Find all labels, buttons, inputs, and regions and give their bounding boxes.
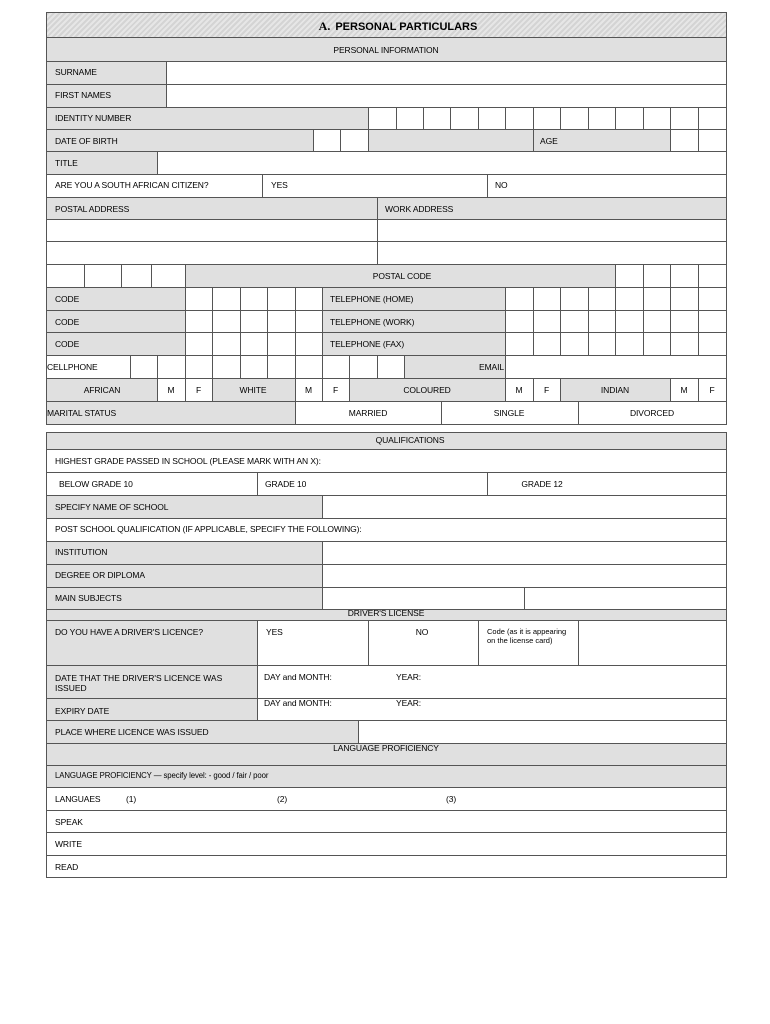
cellphone-digit[interactable] [130,355,158,379]
telephone-digit[interactable] [588,332,616,356]
field-label: MARRIED [348,408,388,418]
skill-speak-row[interactable] [46,810,727,833]
school-name-field[interactable] [322,495,727,519]
identity-number-digit[interactable] [560,107,589,130]
cellphone-digit[interactable] [295,355,323,379]
languages-row [46,787,727,811]
identity-number-digit[interactable] [643,107,671,130]
field-label: AGE [540,136,558,146]
field-label: SURNAME [55,67,97,77]
field-label: WORK ADDRESS [385,204,454,214]
telephone-digit[interactable] [643,332,671,356]
cellphone-digit[interactable] [322,355,350,379]
field-label: IDENTITY NUMBER [55,113,132,123]
degree-field[interactable] [322,564,727,588]
field-label: ARE YOU A SOUTH AFRICAN CITIZEN? [55,180,209,190]
field-label: LANGUAGE PROFICIENCY — specify level: - good / fair / poor [55,771,269,780]
telephone-digit[interactable] [615,332,644,356]
postal-code-digit[interactable] [46,264,85,288]
skill-write-row[interactable] [46,832,727,856]
personal-info-header-text: PERSONAL INFORMATION [333,45,439,55]
field-label: QUALIFICATIONS [375,435,445,445]
field-label: GRADE 12 [521,479,563,489]
field-label: MAIN SUBJECTS [55,593,122,603]
section-title [319,19,478,34]
field-label: YEAR: [396,672,422,682]
field-label: CODE [55,339,80,349]
code-digit[interactable] [212,287,241,311]
field-label: SINGLE [493,408,525,418]
section-letter: A. [318,19,331,33]
age-digit[interactable] [670,129,699,152]
telephone-digit[interactable] [670,332,699,356]
field-label: DATE OF BIRTH [55,136,118,146]
field-label: EMAIL [479,362,505,372]
field-label: POSTAL CODE [372,271,432,281]
race-coloured-label: COLOURED [403,385,451,395]
telephone-digit[interactable] [615,310,644,333]
code-digit[interactable] [267,310,296,333]
postal-code-digit[interactable] [643,264,671,288]
dob-digit[interactable] [340,129,369,152]
field-label: M [680,385,688,395]
field-label: DAY and MONTH: [264,698,332,708]
skill-read-row[interactable] [46,855,727,878]
field-label: DRIVER'S LICENSE [347,608,425,618]
identity-number-digit[interactable] [588,107,616,130]
cellphone-digit[interactable] [185,355,213,379]
telephone-digit[interactable] [588,310,616,333]
field-label: SPECIFY NAME OF SCHOOL [55,502,169,512]
identity-number-digit[interactable] [670,107,699,130]
institution-field[interactable] [322,541,727,565]
field-label: INSTITUTION [55,547,108,557]
code-digit[interactable] [295,310,323,333]
licence-code-field[interactable] [578,620,727,666]
telephone-digit[interactable] [643,287,671,311]
telephone-digit[interactable] [670,287,699,311]
telephone-digit[interactable] [505,287,534,311]
first-names-field[interactable] [166,84,727,108]
field-label: DO YOU HAVE A DRIVER'S LICENCE? [55,627,203,637]
field-label: (1) [126,794,137,804]
dob-gap [368,129,534,152]
field-label: YES [271,180,288,190]
code-digit[interactable] [240,332,268,356]
code-digit[interactable] [240,287,268,311]
section-title-text: PERSONAL PARTICULARS [335,21,478,33]
field-label: F [709,385,715,395]
citizen-yes-option[interactable] [262,174,488,198]
code-digit[interactable] [212,310,241,333]
field-label: POST SCHOOL QUALIFICATION (IF APPLICABLE, SPECIFY THE FOLLOWING): [55,524,362,534]
code-digit[interactable] [185,310,213,333]
main-subjects-field[interactable] [524,587,727,610]
telephone-digit[interactable] [698,332,727,356]
field-label: WRITE [55,839,82,849]
field-label: DAY and MONTH: [264,672,332,682]
code-digit[interactable] [185,332,213,356]
identity-number-digit[interactable] [698,107,727,130]
identity-number-digit[interactable] [396,107,424,130]
field-label: DIVORCED [629,408,675,418]
work-address-line[interactable] [377,219,727,242]
cellphone-digit[interactable] [157,355,186,379]
field-label: (3) [446,794,457,804]
field-label: TELEPHONE (HOME) [330,294,414,304]
field-label: HIGHEST GRADE PASSED IN SCHOOL (PLEASE MARK WITH AN X): [55,456,321,466]
race-indian-label: INDIAN [600,385,630,395]
cellphone-digit[interactable] [240,355,268,379]
postal-code-digit[interactable] [615,264,644,288]
telephone-digit[interactable] [588,287,616,311]
field-label: YES [266,627,283,637]
code-digit[interactable] [295,332,323,356]
email-field[interactable] [505,355,727,379]
title-field[interactable] [157,151,727,175]
field-label: M [305,385,312,395]
race-african-label: AFRICAN [83,385,121,395]
work-address-line[interactable] [377,241,727,265]
field-label: EXPIRY DATE [55,706,110,716]
code-digit[interactable] [212,332,241,356]
cellphone-digit[interactable] [349,355,378,379]
postal-code-digit[interactable] [84,264,122,288]
telephone-digit[interactable] [533,332,561,356]
date-issued-label: DATE THAT THE DRIVER'S LICENCE WAS ISSUED [55,673,223,694]
field-label: TELEPHONE (WORK) [330,317,415,327]
field-label: F [332,385,339,395]
identity-number-digit[interactable] [423,107,451,130]
surname-field[interactable] [166,61,727,85]
field-label: CELLPHONE [47,362,98,372]
field-label: BELOW GRADE 10 [59,479,133,489]
main-subjects-field[interactable] [322,587,525,610]
code-digit[interactable] [295,287,323,311]
postal-code-digit[interactable] [121,264,152,288]
telephone-digit[interactable] [505,310,534,333]
field-label: F [543,385,550,395]
field-label: MARITAL STATUS [47,408,117,418]
field-label: POSTAL ADDRESS [55,204,130,214]
postal-code-digit[interactable] [670,264,699,288]
age-digit[interactable] [698,129,727,152]
field-label: M [515,385,523,395]
postal-address-line[interactable] [46,219,378,242]
field-label: READ [55,862,79,872]
identity-number-digit[interactable] [505,107,534,130]
code-digit[interactable] [185,287,213,311]
code-digit[interactable] [240,310,268,333]
code-digit[interactable] [267,287,296,311]
cellphone-digit[interactable] [267,355,296,379]
place-issued-field[interactable] [358,720,727,744]
field-label: (2) [277,794,288,804]
cellphone-digit[interactable] [212,355,241,379]
telephone-digit[interactable] [533,287,561,311]
field-label: PLACE WHERE LICENCE WAS ISSUED [55,727,209,737]
field-label: NO [495,180,508,190]
telephone-digit[interactable] [560,287,589,311]
cellphone-digit[interactable] [377,355,405,379]
postal-code-digit[interactable] [151,264,186,288]
telephone-digit[interactable] [560,310,589,333]
telephone-digit[interactable] [670,310,699,333]
field-label: DEGREE OR DIPLOMA [55,570,145,580]
postal-address-line[interactable] [46,241,378,265]
telephone-digit[interactable] [698,310,727,333]
field-label: LANGUAGE PROFICIENCY [333,743,439,753]
identity-number-digit[interactable] [450,107,479,130]
dob-digit[interactable] [313,129,341,152]
telephone-digit[interactable] [505,332,534,356]
field-label: CODE [55,294,80,304]
field-label: YEAR: [396,698,422,708]
code-digit[interactable] [267,332,296,356]
identity-number-digit[interactable] [533,107,561,130]
field-label: SPEAK [55,817,83,827]
telephone-digit[interactable] [533,310,561,333]
telephone-digit[interactable] [643,310,671,333]
identity-number-digit[interactable] [368,107,397,130]
field-label: F [195,385,202,395]
field-label: TELEPHONE (FAX) [330,339,405,349]
identity-number-digit[interactable] [478,107,506,130]
race-white-label: WHITE [239,385,267,395]
field-label: NO [415,627,429,637]
field-label: TITLE [55,158,78,168]
licence-code-note: Code (as it is appearing on the license card) [487,627,567,645]
field-label: GRADE 10 [265,479,307,489]
field-label: M [167,385,175,395]
postal-code-digit[interactable] [698,264,727,288]
citizen-no-option[interactable] [487,174,727,198]
telephone-digit[interactable] [615,287,644,311]
telephone-digit[interactable] [560,332,589,356]
field-label: FIRST NAMES [55,90,111,100]
identity-number-digit[interactable] [615,107,644,130]
field-label: LANGUAES [55,794,101,804]
field-label: CODE [55,317,80,327]
telephone-digit[interactable] [698,287,727,311]
